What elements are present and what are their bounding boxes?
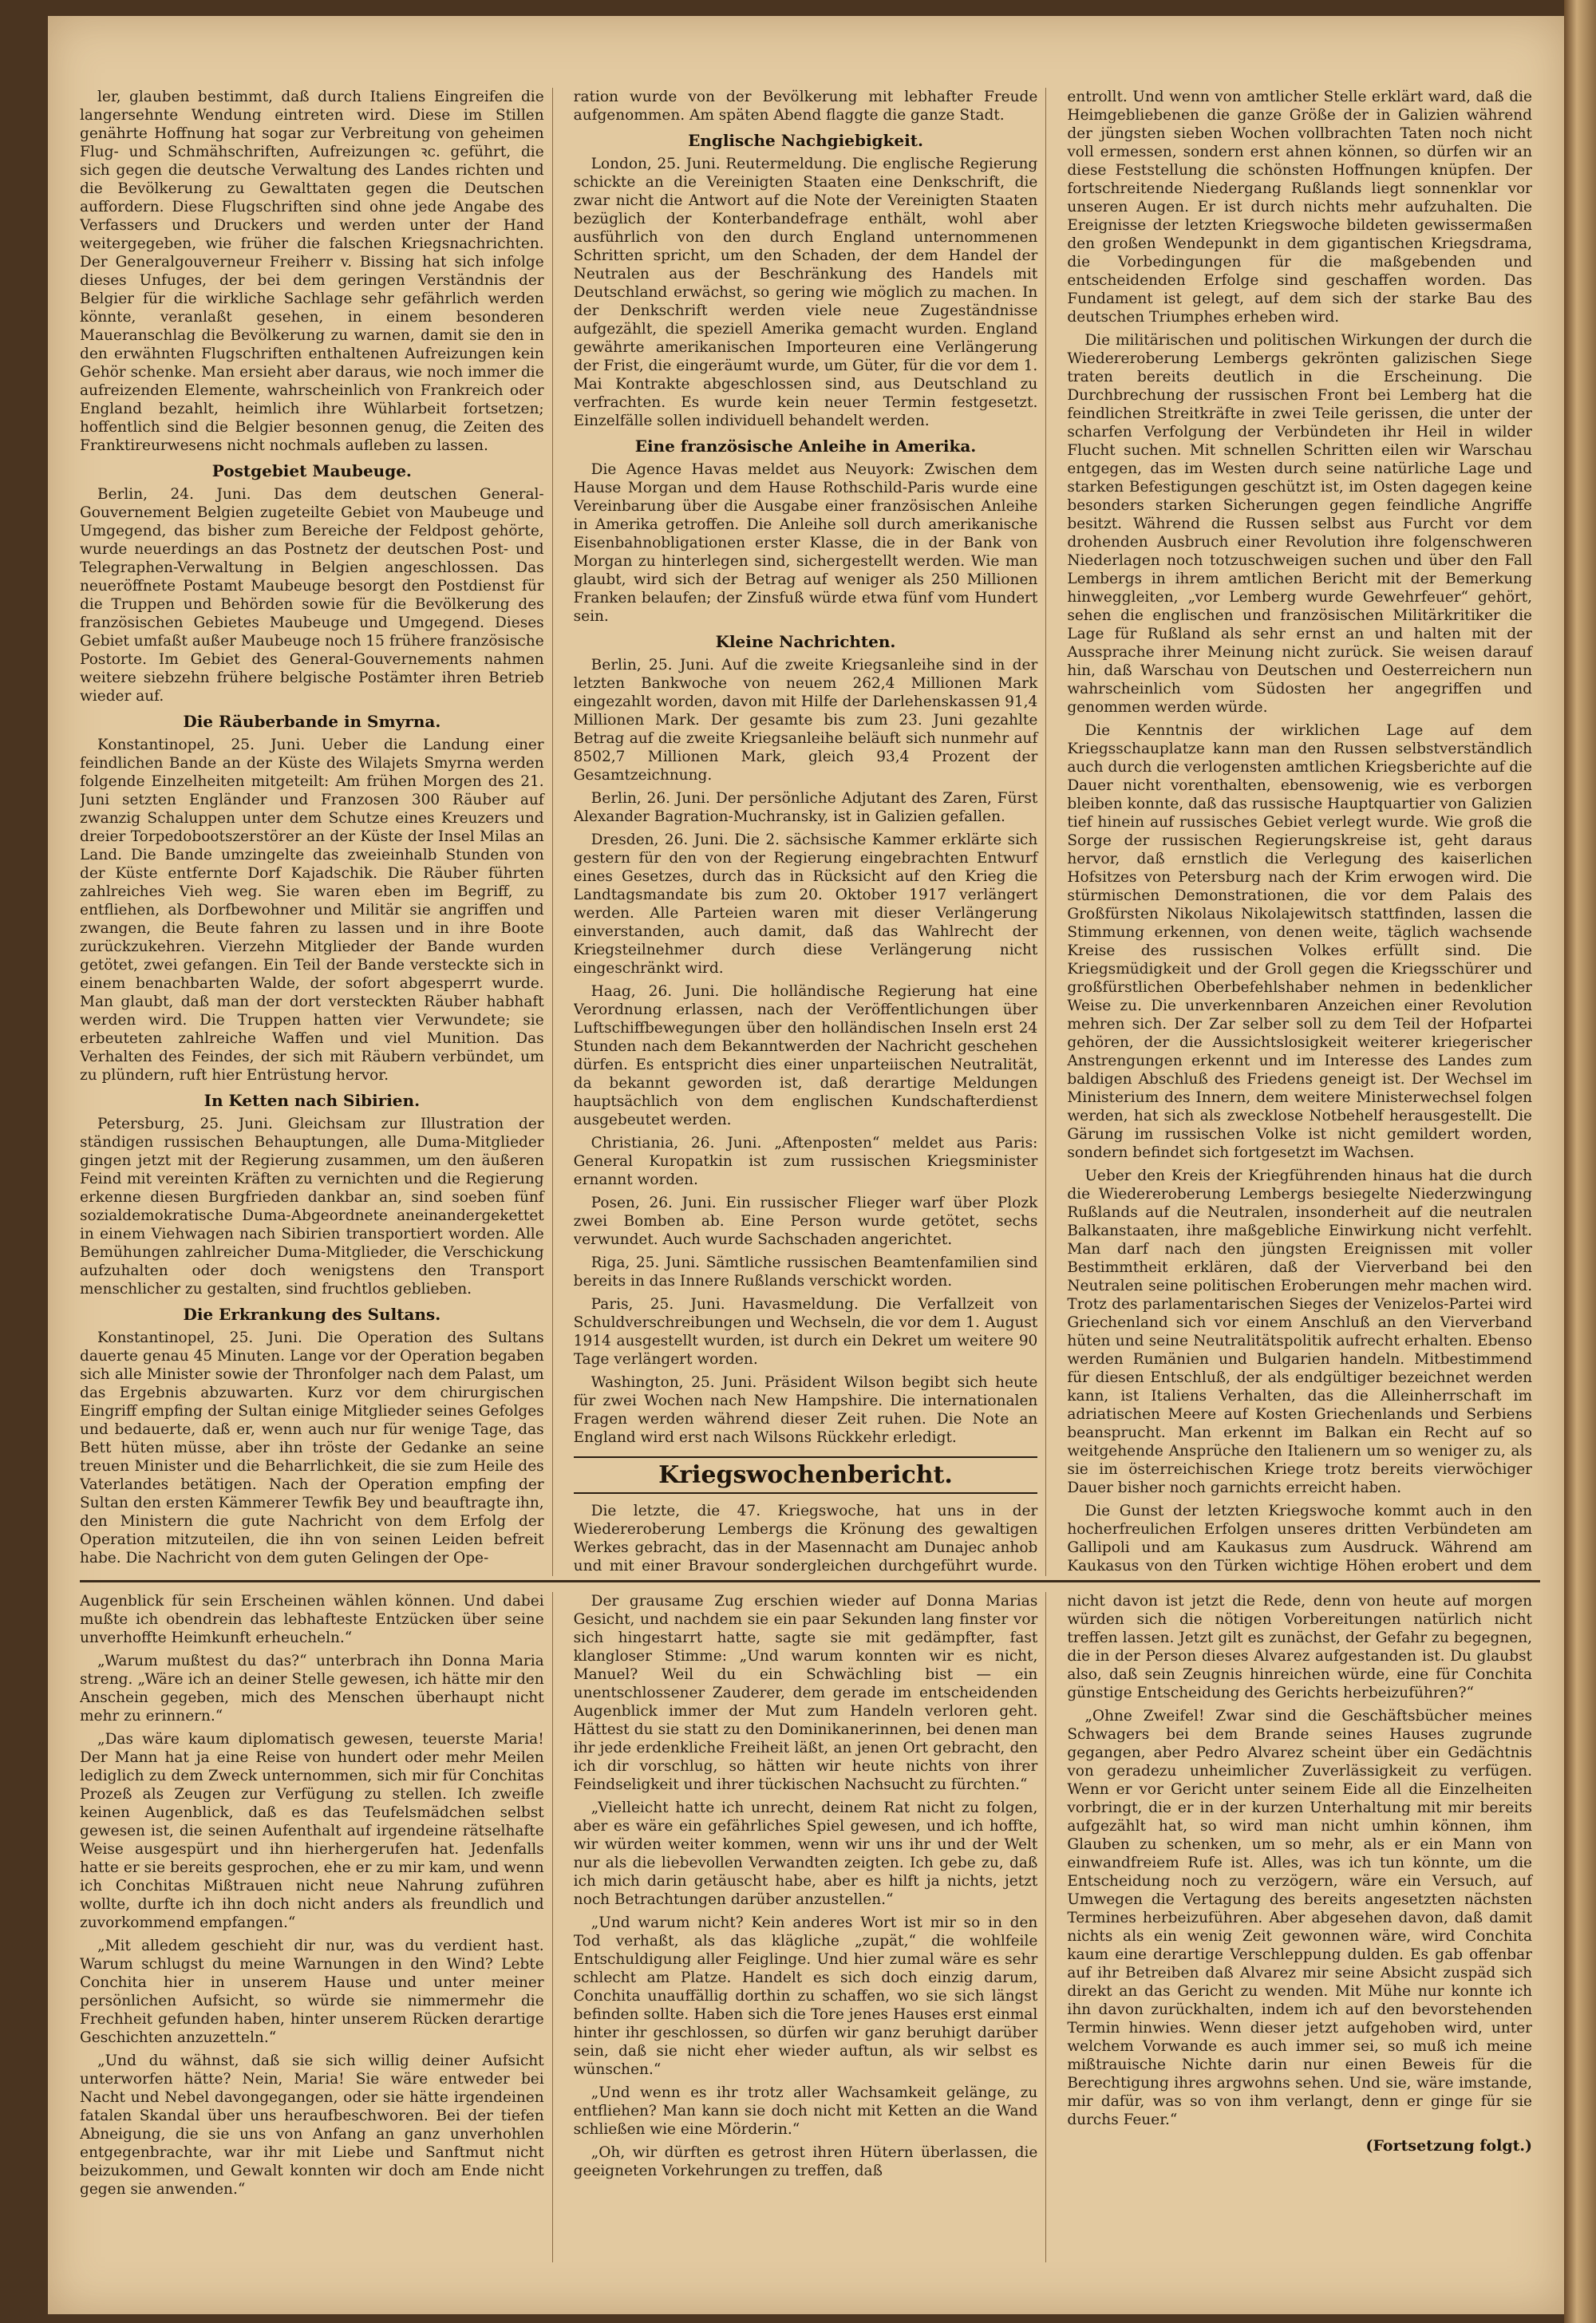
paragraph: „Und warum nicht? Kein anderes Wort ist mir so in den Tod verhaßt, als das klägliche „zupät,“ die wohlfeile Entschuldigung aller Feiglinge. Und hier zumal wäre es sehr schlecht am Platze. Handelt es sich doch einzig darum, Conchita unauffällig dorthin zu schaffen, wo sie sich längst befinden sollte. Haben sich die Tore jenes Hauses erst einmal hinter ihr geschlossen, so dürfen wir ganz beruhigt darüber sein, daß sie nicht eher wieder auftun, als wir selbst es wünschen.“: [573, 1914, 1038, 2078]
paragraph: entrollt. Und wenn von amtlicher Stelle erklärt ward, daß die Heimgebliebenen die ganze Größe der in Galizien während der jüngsten sieben Wochen vollbrachten Taten noch nicht voll ermessen, sondern erst ahnen können, so dürfen wir an diese Feststellung die schönsten Hoffnungen knüpfen. Der fortschreitende Niedergang Rußlands liegt sonnenklar vor unseren Augen. Er ist durch nichts mehr aufzuhalten. Die Ereignisse der letzten Kriegswoche bildeten gewissermaßen den großen Wendepunkt in dem gigantischen Kriegsdrama, die Vorbedingungen für die maßgebenden und entscheidenden Erfolge sind geschaffen worden. Das Fundament ist gelegt, auf dem sich der starke Bau des deutschen Triumphes erheben wird.: [1067, 89, 1532, 326]
paragraph: Die Kenntnis der wirklichen Lage auf dem Kriegsschauplatze kann man den Russen selbstverständlich auch durch die verlogensten amtlichen Kriegsberichte auf die Dauer nicht vorenthalten, ebensowenig, wie es verborgen bleiben konnte, daß das russische Hauptquartier von Galizien tief hinein auf russisches Gebiet verlegt wurde. Wie groß die Sorge der russischen Regierungskreise ist, geht daraus hervor, daß ernstlich die Verlegung des kaiserlichen Hofsitzes von Petersburg nach der Krim erwogen wird. Die stürmischen Demonstrationen, die vor dem Palais des Großfürsten Nikolaus Nikolajewitsch stattfinden, lassen die Stimmung erkennen, von denen weite, täglich wachsende Kreise des russischen Volkes erfüllt sind. Die Kriegsmüdigkeit und der Groll gegen die Kriegsschürer und großfürstlichen Oberbefehlshaber nehmen in bedenklicher Weise zu. Die unverkennbaren Anzeichen einer Revolution mehren sich. Der Zar selber soll zu dem Teil der Hofpartei gehören, der die Aussichtslosigkeit weiterer kriegerischer Anstrengungen erkennt und im Interesse des Landes zum baldigen Abschluß des Friedens geneigt ist. Der Wechsel im Ministerium des Innern, dem weitere Ministerwechsel folgen werden, hat sich als zwecklose Notbehelf herausgestellt. Die Gärung im russischen Volke ist nicht gemildert worden, sondern befindet sich fortgesetzt im Wachsen.: [1067, 722, 1532, 1161]
paragraph: Konstantinopel, 25. Juni. Ueber die Landung einer feindlichen Bande an der Küste des Wilajets Smyrna werden folgende Einzelheiten mitgeteilt: Am frühen Morgen des 21. Juni setzten Engländer und Franzosen 300 Räuber auf zwanzig Schaluppen unter dem Schutze eines Kreuzers und dreier Torpedobootszerstörer an der Küste der Insel Milas an Land. Die Bande umzingelte das zweieinhalb Stunden von der Küste entfernte Dorf Kajadschik. Die Räuber führten zahlreiches Vieh weg. Sie waren eben im Begriff, zu entfliehen, als Dorfbewohner und Militär sie angriffen und zwangen, die Beute fahren zu lassen und in ihre Boote zurückzukehren. Vierzehn Mitglieder der Bande wurden getötet, zwei gefangen. Ein Teil der Bande versteckte sich in einem benachbarten Walde, der sofort abgesperrt wurde. Man glaubt, daß man der dort versteckten Räuber habhaft werden wird. Die Truppen hatten vier Verwundete; sie erbeuteten zahlreiche Waffen und viel Munition. Das Verhalten des Feindes, der sich mit Räubern verbündet, um zu plündern, ruft hier Entrüstung hervor.: [80, 737, 544, 1084]
paragraph: „Ohne Zweifel! Zwar sind die Geschäftsbücher meines Schwagers bei dem Brande seines Hauses zugrunde gegangen, aber Pedro Alvarez scheint über ein Gedächtnis von geradezu unheimlicher Zuverlässigkeit zu verfügen. Wenn er vor Gericht unter seinem Eide all die Einzelheiten vorbringt, die er in der kurzen Unterhaltung mit mir bereits aufgezählt hat, so wird man nicht umhin können, ihm Glauben zu schenken, um so mehr, als er ein Mann von einwandfreiem Rufe ist. Alles, was ich tun könnte, um die Entscheidung noch zu verzögern, wäre ein Versuch, auf Umwegen die Vertagung des bereits angesetzten nächsten Termines herbeizuführen. Aber abgesehen davon, daß damit nichts als ein wenig Zeit gewonnen wäre, wird Conchita kaum eine derartige Verschleppung dulden. Es gab offenbar auf ihr Betreiben daß Alvarez mir seine Absicht zuspäd sich direkt an das Gericht zu wenden. Mit Mühe nur konnte ich ihn davon zurückhalten, indem ich auf den bevorstehenden Termin hinwies. Wenn dieser jetzt aufgehoben wird, unter welchem Vorwande es auch immer sei, so muß ich meine mißtrauische Nichte darin nur einen Beweis für die Berechtigung ihres argwohns sehen. Und sie, wäre imstande, mir dafür, was so von ihm verlangt, denn er ginge für sie durchs Feuer.“: [1067, 1708, 1532, 2128]
paragraph: „Das wäre kaum diplomatisch gewesen, teuerste Maria! Der Mann hat ja eine Reise von hundert oder mehr Meilen lediglich zu dem Zweck unternommen, sich mir für Conchitas Prozeß als Zeugen zur Verfügung zu stellen. Ich zweifle keinen Augenblick, daß es das Teufelsmädchen selbst gewesen ist, die seinen Aufenthalt auf irgendeine rätselhafte Weise ausgespürt und ihn hierhergerufen hat. Jedenfalls hatte er sie bereits gesprochen, ehe er zu mir kam, und wenn ich Conchitas Mißtrauen nicht neue Nahrung zuführen wollte, durfte ich ihn doch nicht anders als freundlich und zuvorkommend empfangen.“: [80, 1731, 544, 1931]
paragraph: Paris, 25. Juni. Havasmeldung. Die Verfallzeit von Schuldverschreibungen und Wechseln, die vor dem 1. August 1914 ausgestellt wurden, ist durch ein Dekret um weitere 90 Tage verlängert worden.: [573, 1296, 1038, 1368]
paragraph: London, 25. Juni. Reutermeldung. Die englische Regierung schickte an die Vereinigten Staaten eine Denkschrift, die zwar nicht die Antwort auf die Note der Vereinigten Staaten bezüglich der Konterbandefrage enthält, wohl aber ausführlich von den durch England unternommenen Schritten spricht, um den Schaden, der dem Handel der Neutralen aus der Beschränkung des Handels mit Deutschland erwächst, so gering wie möglich zu machen. In der Denkschrift werden viele neue Zugeständnisse aufgezählt, die speziell Amerika gemacht wurden. England gewährte amerikanischen Importeuren eine Verlängerung der Frist, die eingeräumt wurde, um Güter, für die vor dem 1. Mai Kontrakte abgeschlossen sind, aus Deutschland zu verfrachten. Es wurde kein neuer Termin festgesetzt. Einzelfälle sollen individuell behandelt werden.: [573, 156, 1038, 429]
section-banner-title: Kriegswochenbericht.: [574, 1456, 1038, 1494]
paragraph: „Und wenn es ihr trotz aller Wachsamkeit gelänge, zu entfliehen? Man kann sie doch nicht mit Ketten an die Wand schließen wie eine Mörderin.“: [573, 2084, 1038, 2138]
paragraph: „Oh, wir dürften es getrost ihren Hütern überlassen, die geeigneten Vorkehrungen zu treffen, daß: [573, 2144, 1038, 2179]
paragraph: „Und du wähnst, daß sie sich willig deiner Aufsicht unterworfen hätte? Nein, Maria! Sie wäre entweder bei Nacht und Nebel davongegangen, oder sie hätte irgendeinen fatalen Skandal über uns heraufbeschworen. Bei der tiefen Abneigung, die sie uns von Anfang an ganz unverhohlen entgegenbrachte, war ihr mit Liebe und Sanftmut nicht beizukommen, und Gewalt konnten wir doch am Ende nicht gegen sie anwenden.“: [80, 2052, 544, 2198]
article-heading: Postgebiet Maubeuge.: [211, 461, 412, 480]
feuilleton-column-3: [1067, 1592, 1540, 2262]
paragraph: Posen, 26. Juni. Ein russischer Flieger warf über Plozk zwei Bomben ab. Eine Person wurde getötet, sechs verwundet. Auch wurde Sachschaden angerichtet.: [573, 1195, 1038, 1248]
paragraph: Augenblick für sein Erscheinen wählen können. Und dabei mußte ich obendrein das lebhafteste Entzücken über seine unverhoffte Heimkunft erheucheln.“: [80, 1593, 544, 1646]
paragraph: Die Gunst der letzten Kriegswoche kommt auch in den hocherfreulichen Erfolgen unseres dritten Verbündeten am Gallipoli und am Kaukasus zum Ausdruck. Während am Kaukasus von den Türken wichtige Höhen erobert und dem: [1067, 1503, 1532, 1574]
feuilleton-column-2: [574, 1592, 1047, 2262]
paragraph: „Warum mußtest du das?“ unterbrach ihn Donna Maria streng. „Wäre ich an deiner Stelle gewesen, ich hätte mir den Anschein gegeben, mich des Menschen überhaupt nicht mehr zu erinnern.“: [80, 1653, 544, 1724]
feuilleton-columns: [80, 1592, 1540, 2262]
article-heading: Eine französische Anleihe in Amerika.: [634, 437, 977, 456]
article-heading: Die Erkrankung des Sultans.: [183, 1305, 441, 1324]
paragraph: Der grausame Zug erschien wieder auf Donna Marias Gesicht, und nachdem sie ein paar Sekunden lang finster vor sich hingestarrt hatte, sagte sie mit gedämpfter, fast klangloser Stimme: „Und warum konnten wir es nicht, Manuel? Weil du ein Schwächling bist — ein unentschlossener Zauderer, dem gerade im entscheidenden Augenblick immer der Mut zum Handeln verloren geht. Hättest du sie statt zu den Dominikanerinnen, bei denen man ihr jede erdenkliche Freiheit läßt, an jenen Ort gebracht, den ich dir vorschlug, so hätten wir heute nichts von ihrer Feindseligkeit und ihrer tückischen Nachsucht zu fürchten.“: [573, 1593, 1038, 1793]
paragraph: ration wurde von der Bevölkerung mit lebhafter Freude aufgenommen. Am späten Abend flaggte die ganze Stadt.: [573, 89, 1038, 124]
article-heading: Kleine Nachrichten.: [715, 632, 896, 651]
paragraph: Die militärischen und politischen Wirkungen der durch die Wiedereroberung Lembergs gekrönten galizischen Siege traten bereits deutlich in die Erscheinung. Die Durchbrechung der russischen Front bei Lemberg hat die feindlichen Streitkräfte in zwei Teile gerissen, die unter der scharfen Verfolgung der Verbündeten ihr Heil in wilder Flucht suchen. Mit schnellen Schritten eilen wir Warschau entgegen, das im Westen durch seine natürliche Lage und starken Befestigungen geschützt ist, im Osten dagegen keine besonders starken Sicherungen gegen feindliche Angriffe besitzt. Während die Russen selbst aus Furcht vor dem drohenden Ausbruch einer Revolution ihre folgenschweren Niederlagen noch totzuschweigen suchen und über den Fall Lembergs in ihrem amtlichen Bericht mit der Bemerkung hinweggleiten, „vor Lemberg wurde Gewehrfeuer“ gehört, sehen die englischen und französischen Militärkritiker die Lage für Rußland als sehr ernst an und halten mit der Aussprache ihrer Meinung nicht zurück. Sie weisen darauf hin, daß Warschau von Deutschen und Oesterreichern nun wahrscheinlich vom Südosten her angegriffen und genommen werden würde.: [1067, 332, 1532, 716]
paragraph: Washington, 25. Juni. Präsident Wilson begibt sich heute für zwei Wochen nach New Hampshire. Die internationalen Fragen werden während dieser Zeit ruhen. Die Note an England wird erst nach Wilsons Rückkehr erledigt.: [573, 1374, 1038, 1446]
column-1: [80, 88, 553, 1576]
paragraph: Riga, 25. Juni. Sämtliche russischen Beamtenfamilien sind bereits in das Innere Rußlands verschickt worden.: [573, 1254, 1038, 1290]
article-heading: Die Räuberbande in Smyrna.: [183, 712, 441, 731]
continuation-note: (Fortsetzung folgt.): [1365, 2137, 1532, 2155]
paragraph: Die letzte, die 47. Kriegswoche, hat uns in der Wiedereroberung Lembergs die Krönung des gewaltigen Werkes gebracht, das in der Masennacht am Dunajec anhob und mit einer Bravour sondergleichen durchgeführt wurde.: [573, 1503, 1038, 1574]
paragraph: Berlin, 26. Juni. Der persönliche Adjutant des Zaren, Fürst Alexander Bagration-Muchransky, ist in Galizien gefallen.: [573, 790, 1038, 825]
paragraph: Ueber den Kreis der Kriegführenden hinaus hat die durch die Wiedereroberung Lembergs besiegelte Niederzwingung Rußlands auf die Neutralen, insonderheit auf die neutralen Balkanstaaten, ihre maßgebliche Einwirkung nicht verfehlt. Man darf nach den jüngsten Ereignissen mit voller Bestimmtheit erklären, daß der Vierverband bei den Neutralen seine politischen Eroberungen mehr machen wird. Trotz des parlamentarischen Sieges der Venizelos-Partei wird Griechenland sich vor einem Anschluß an den Vierverband hüten und seine Neutralitätspolitik aufrecht erhalten. Ebenso werden Rumänien und Bulgarien handeln. Mitbestimmend für diesen Entschluß, der als endgültiger bezeichnet werden kann, ist Italiens Verhalten, das die Alleinherrschaft im adriatischen Meere auf Kosten Griechenlands und Serbiens beansprucht. Man erkennt im Balkan ein Recht auf so weitgehende Ansprüche den Italienern um so weniger zu, als sie im österreichischen Kriege trotz bereits vierwöchiger Dauer bisher noch garnichts erreicht haben.: [1067, 1167, 1532, 1496]
adjacent-page-edge: [1564, 0, 1596, 2323]
paragraph: Die Agence Havas meldet aus Neuyork: Zwischen dem Hause Morgan und dem Hause Rothschild-Paris wurde eine Vereinbarung über die Ausgabe einer französischen Anleihe in Amerika getroffen. Die Anleihe soll durch amerikanische Eisenbahnobligationen erster Klasse, die in der Bank von Morgan zu hinterlegen sind, sichergestellt werden. Wie man glaubt, wird sich der Betrag auf weniger als 250 Millionen Franken belaufen; der Zinsfuß würde etwa fünf vom Hundert sein.: [573, 461, 1038, 625]
column-3: [1067, 88, 1540, 1576]
feuilleton-column-1: [80, 1592, 553, 2262]
paragraph: „Vielleicht hatte ich unrecht, deinem Rat nicht zu folgen, aber es wäre ein gefährliches Spiel gewesen, und ich hoffte, wir würden weiter kommen, wenn wir uns ihr und der Welt nur als die liebevollen Verwandten zeigten. Ich gebe zu, daß ich mich darin getäuscht habe, aber es hilft ja nichts, jetzt noch Betrachtungen darüber anzustellen.“: [573, 1800, 1038, 1908]
paragraph: Christiania, 26. Juni. „Aftenposten“ meldet aus Paris: General Kuropatkin ist zum russischen Kriegsminister ernannt worden.: [573, 1135, 1038, 1188]
section-divider: [80, 1580, 1540, 1582]
news-columns: [80, 88, 1540, 1576]
paragraph: Dresden, 26. Juni. Die 2. sächsische Kammer erklärte sich gestern für den von der Regierung eingebrachten Entwurf eines Gesetzes, durch das in Rücksicht auf den Krieg die Landtagsmandate bis zum 20. Oktober 1917 verlängert werden. Alle Parteien waren mit dieser Verlängerung einverstanden, auch damit, daß das Wahlrecht der Kriegsteilnehmer durch diese Verlängerung nicht eingeschränkt wird.: [573, 832, 1038, 977]
paragraph: Konstantinopel, 25. Juni. Die Operation des Sultans dauerte genau 45 Minuten. Lange vor der Operation begaben sich alle Minister sowie der Thronfolger nach dem Palast, um das Ergebnis abzuwarten. Kurz vor dem chirurgischen Eingriff empfing der Sultan einige Mitglieder seines Gefolges und bedauerte, daß er, wenn auch nur für wenige Tage, das Bett hüten müsse, aber ihn tröste der Gedanke an seine treuen Minister und die Beharrlichkeit, die sie zum Heile des Vaterlandes betätigen. Nach der Operation empfing der Sultan den ersten Kämmerer Tewfik Bey und beauftragte ihn, den Ministern die gute Nachricht von dem Erfolg der Operation mitzuteilen, die ihn von seinen Leiden befreit habe. Die Nachricht von dem guten Gelingen der Ope-: [80, 1329, 544, 1566]
paragraph: nicht davon ist jetzt die Rede, denn von heute auf morgen würden sich die nötigen Vorbereitungen natürlich nicht treffen lassen. Jetzt gilt es zunächst, der Gefahr zu begegnen, die in der Person dieses Alvarez aufgestanden ist. Du glaubst also, daß sein Zeugnis hinreichen würde, eine für Conchita günstige Entscheidung des Gerichts herbeizuführen?“: [1067, 1593, 1532, 1701]
paragraph: ler, glauben bestimmt, daß durch Italiens Eingreifen die langersehnte Wendung eintreten wird. Diese im Stillen genährte Hoffnung hat sogar zur Verbreitung von geheimen Flug- und Schmähschriften, Aufreizungen ꝛc. geführt, die sich gegen die deutsche Verwaltung des Landes richten und die Bevölkerung zu Gewalttaten gegen die Deutschen auffordern. Diese Flugschriften sind ohne jede Angabe des Verfassers und Druckers und werden unter der Hand weitergegeben, wie früher die falschen Kriegsnachrichten. Der Generalgouverneur Freiherr v. Bissing hat sich infolge dieses Unfuges, der bei dem geringen Verständnis der Belgier für die wirkliche Sachlage sehr gefährlich werden könnte, veranlaßt gesehen, in einem besonderen Maueranschlag die Bevölkerung zu warnen, damit sie den in den erwähnten Flugschriften enthaltenen Aufreizungen kein Gehör schenke. Man ersieht aber daraus, wie noch immer die aufreizenden Elemente, wahrscheinlich von Frankreich oder England bezahlt, heimlich ihre Wühlarbeit fortsetzen; hoffentlich sind die Belgier besonnen genug, die Zeiten des Franktireurwesens nicht nochmals aufleben zu lassen.: [80, 89, 544, 454]
article-heading: Englische Nachgiebigkeit.: [688, 131, 923, 150]
paragraph: „Mit alledem geschieht dir nur, was du verdient hast. Warum schlugst du meine Warnungen in den Wind? Lebte Conchita hier in unserem Hause und unter meiner persönlichen Aufsicht, so würde sie nimmermehr die Frechheit gefunden haben, hinter unserem Rücken derartige Geschichten anzuzetteln.“: [80, 1938, 544, 2046]
paragraph: Haag, 26. Juni. Die holländische Regierung hat eine Verordnung erlassen, nach der Veröffentlichungen über Luftschiffbewegungen über den holländischen Inseln erst 24 Stunden nach dem Bekanntwerden der Nachricht geschehen dürfen. Es entspricht dies einer unparteiischen Neutralität, da bekannt geworden ist, daß derartige Meldungen hauptsächlich von dem englischen Kundschafterdienst ausgebeutet werden.: [573, 983, 1038, 1128]
paragraph: Berlin, 24. Juni. Das dem deutschen General-Gouvernement Belgien zugeteilte Gebiet von Maubeuge und Umgegend, das bisher zum Bereiche der Feldpost gehörte, wurde neuerdings an das Postnetz der deutschen Post- und Telegraphen-Verwaltung in Belgien angeschlossen. Das neueröffnete Postamt Maubeuge besorgt den Postdienst für die Truppen und Behörden sowie für die Bevölkerung des französischen Gebietes Maubeuge und Umgegend. Dieses Gebiet umfaßt außer Maubeuge noch 15 frühere französische Postorte. Im Gebiet des General-Gouvernements nahmen weitere siebzehn frühere belgische Postämter ihren Betrieb wieder auf.: [80, 486, 544, 705]
paragraph: Berlin, 25. Juni. Auf die zweite Kriegsanleihe sind in der letzten Bankwoche von neuem 262,4 Millionen Mark eingezahlt worden, davon mit Hilfe der Darlehenskassen 91,4 Millionen Mark. Der gesamte bis zum 23. Juni gezahlte Betrag auf die zweite Kriegsanleihe beläuft sich nunmehr auf 8502,7 Millionen Mark, gleich 93,4 Prozent der Gesamtzeichnung.: [573, 657, 1038, 784]
column-2: [574, 88, 1047, 1576]
paragraph: Petersburg, 25. Juni. Gleichsam zur Illustration der ständigen russischen Behauptungen, alle Duma-Mitglieder gingen jetzt mit der Regierung zusammen, um den äußeren Feind mit vereinten Kräften zu vernichten und die Regierung erkenne diesen Burgfrieden dankbar an, sind soeben fünf sozialdemokratische Duma-Abgeordnete aneinandergekettet in einem Viehwagen nach Sibirien transportiert worden. Alle Bemühungen zahlreicher Duma-Mitglieder, die Verschickung aufzuhalten oder doch wenigstens den Transport menschlicher zu gestalten, sind fruchtlos geblieben.: [80, 1116, 544, 1298]
article-heading: In Ketten nach Sibirien.: [203, 1091, 421, 1110]
